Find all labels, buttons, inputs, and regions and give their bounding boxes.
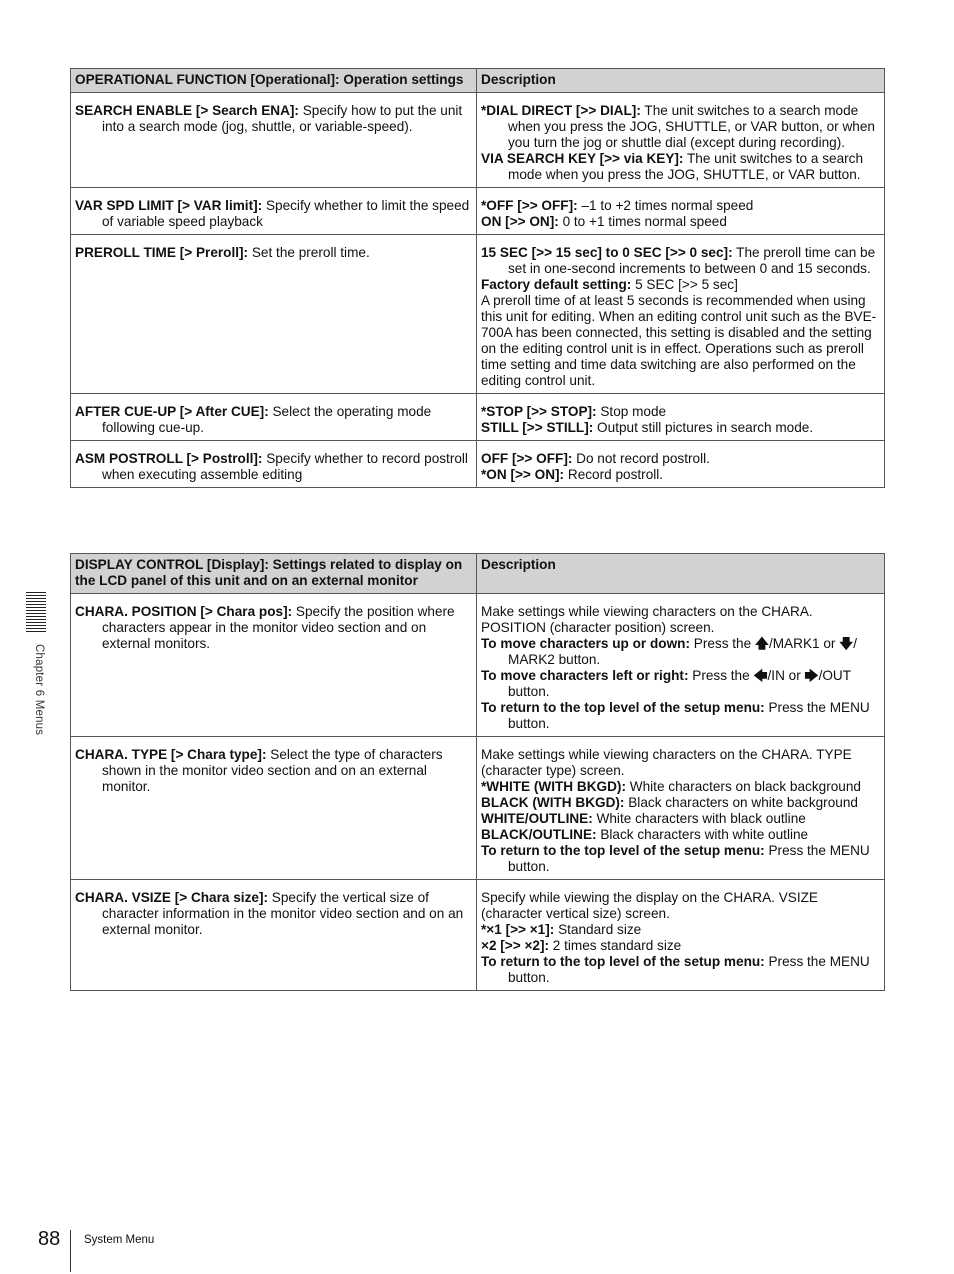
setting-intro: Make settings while viewing characters on the CHARA. POSITION (character position) screen. (481, 604, 813, 635)
footer-divider (70, 1230, 71, 1272)
arrow-right-icon: 🡆 (804, 668, 819, 683)
setting-name-cell (71, 235, 477, 394)
setting-summary: Specify the position where characters appear in the monitor video section and on external monitors. (102, 604, 455, 651)
option-text: Do not record postroll. (572, 451, 710, 466)
setting-description-cell (477, 737, 885, 880)
option-label: *OFF [>> OFF]: (481, 198, 578, 213)
option-label: 15 SEC [>> 15 sec] to 0 SEC [>> 0 sec]: (481, 245, 733, 260)
setting-summary: Specify how to put the unit into a search mode (jog, shuttle, or variable-speed). (102, 103, 463, 134)
option-label: *×1 [>> ×1]: (481, 922, 555, 937)
page-number: 88 (38, 1228, 61, 1250)
option-text: The unit switches to a search mode when you press the JOG, SHUTTLE, or VAR button. (508, 151, 864, 182)
option-label: ON [>> ON]: (481, 214, 559, 229)
option-label: *ON [>> ON]: (481, 467, 565, 482)
setting-description-cell (477, 880, 885, 991)
option-text: /OUT button. (508, 668, 851, 699)
option-label: To return to the top level of the setup menu: (481, 700, 765, 715)
setting-name: ASM POSTROLL [> Postroll]: (75, 451, 263, 466)
option-label: ×2 [>> ×2]: (481, 938, 550, 953)
option-text: /MARK1 or (768, 636, 840, 651)
table-row (71, 93, 885, 188)
option-label: BLACK/OUTLINE: (481, 827, 597, 842)
setting-summary: Specify the vertical size of character information in the monitor video section and on an external monitor. (102, 890, 464, 937)
setting-summary: Set the preroll time. (248, 245, 370, 260)
option-label: OFF [>> OFF]: (481, 451, 573, 466)
setting-name-cell (71, 594, 477, 737)
option-text: 5 SEC [>> 5 sec] (631, 277, 738, 292)
setting-name: CHARA. POSITION [> Chara pos]: (75, 604, 293, 619)
option-label: To return to the top level of the setup menu: (481, 843, 765, 858)
setting-summary: Select the type of characters shown in the monitor video section and on an external monitor. (102, 747, 443, 794)
option-label: To move characters left or right: (481, 668, 689, 683)
option-label: *DIAL DIRECT [>> DIAL]: (481, 103, 641, 118)
option-text: White characters with black outline (592, 811, 806, 826)
option-label: *WHITE (WITH BKGD): (481, 779, 626, 794)
table-row (71, 394, 885, 441)
operational-function-table (70, 68, 885, 488)
table-row (71, 737, 885, 880)
option-text: Press the (689, 636, 755, 651)
table-row (71, 880, 885, 991)
setting-description-cell (477, 394, 885, 441)
option-label: BLACK (WITH BKGD): (481, 795, 625, 810)
column-header-description: Description (477, 554, 885, 594)
table-header-row (71, 554, 885, 594)
section-label: System Menu (84, 1234, 155, 1246)
table-header-row (71, 69, 885, 93)
setting-name-cell (71, 441, 477, 488)
setting-description-cell (477, 235, 885, 394)
setting-description-cell (477, 93, 885, 188)
setting-name-cell (71, 737, 477, 880)
option-text: Output still pictures in search mode. (593, 420, 814, 435)
option-text: 2 times standard size (549, 938, 682, 953)
option-text: / MARK2 button. (508, 636, 857, 667)
setting-summary: Specify whether to record postroll when executing assemble editing (102, 451, 468, 482)
setting-intro: Make settings while viewing characters on the CHARA. TYPE (character type) screen. (481, 747, 852, 778)
option-text: Record postroll. (564, 467, 664, 482)
setting-name-cell (71, 880, 477, 991)
chapter-marker-lines (26, 592, 46, 634)
table-row (71, 594, 885, 737)
setting-name-cell (71, 93, 477, 188)
option-text: /IN or (767, 668, 805, 683)
setting-summary: Select the operating mode following cue-up. (102, 404, 432, 435)
option-text: The preroll time can be set in one-second increments to between 0 and 15 seconds. (508, 245, 876, 276)
option-label: VIA SEARCH KEY [>> via KEY]: (481, 151, 684, 166)
setting-intro: Specify while viewing the display on the CHARA. VSIZE (character vertical size) screen. (481, 890, 818, 921)
setting-description-cell (477, 441, 885, 488)
setting-name-cell (71, 394, 477, 441)
option-text: –1 to +2 times normal speed (577, 198, 754, 213)
table-row (71, 188, 885, 235)
option-label: *STOP [>> STOP]: (481, 404, 597, 419)
option-text: Press the MENU button. (508, 700, 870, 731)
setting-name: CHARA. VSIZE [> Chara size]: (75, 890, 268, 905)
table-row (71, 235, 885, 394)
setting-name-cell (71, 188, 477, 235)
column-header-description: Description (477, 69, 885, 93)
option-label: To return to the top level of the setup menu: (481, 954, 765, 969)
column-header-function: OPERATIONAL FUNCTION [Operational]: Operation settings (71, 69, 477, 93)
setting-name: SEARCH ENABLE [> Search ENA]: (75, 103, 299, 118)
option-text: The unit switches to a search mode when you press the JOG, SHUTTLE, or VAR button, or when you turn the jog or shuttle dial (except during recording). (508, 103, 875, 150)
setting-description-cell (477, 594, 885, 737)
arrow-up-icon: 🡅 (754, 636, 769, 651)
setting-description-cell (477, 188, 885, 235)
option-label: STILL [>> STILL]: (481, 420, 594, 435)
setting-name: PREROLL TIME [> Preroll]: (75, 245, 249, 260)
option-text: Black characters with white outline (596, 827, 809, 842)
arrow-left-icon: 🡄 (753, 668, 768, 683)
setting-name: VAR SPD LIMIT [> VAR limit]: (75, 198, 263, 213)
setting-name: CHARA. TYPE [> Chara type]: (75, 747, 267, 762)
table-row (71, 441, 885, 488)
option-text: White characters on black background (625, 779, 861, 794)
option-text: Black characters on white background (624, 795, 858, 810)
option-label: Factory default setting: (481, 277, 632, 292)
option-text: Standard size (554, 922, 642, 937)
chapter-label: Chapter 6 Menus (33, 644, 45, 736)
arrow-down-icon: 🡇 (839, 636, 854, 651)
setting-summary: Specify whether to limit the speed of variable speed playback (102, 198, 470, 229)
option-text: Stop mode (596, 404, 667, 419)
display-control-table (70, 553, 885, 991)
option-label: To move characters up or down: (481, 636, 690, 651)
preroll-note: A preroll time of at least 5 seconds is recommended when using this unit for editing. When an editing control unit such as the BVE-700A has been connected, this setting is disabled and the setting on the editing control unit is in effect. Operations such as preroll time setting and time data switching are also performed on the editing control unit. (481, 293, 877, 388)
setting-name: AFTER CUE-UP [> After CUE]: (75, 404, 269, 419)
option-text: Press the MENU button. (508, 954, 870, 985)
option-text: Press the MENU button. (508, 843, 870, 874)
option-label: WHITE/OUTLINE: (481, 811, 593, 826)
option-text: 0 to +1 times normal speed (558, 214, 727, 229)
column-header-function: DISPLAY CONTROL [Display]: Settings related to display on the LCD panel of this unit and on an external monitor (71, 554, 477, 594)
option-text: Press the (688, 668, 754, 683)
